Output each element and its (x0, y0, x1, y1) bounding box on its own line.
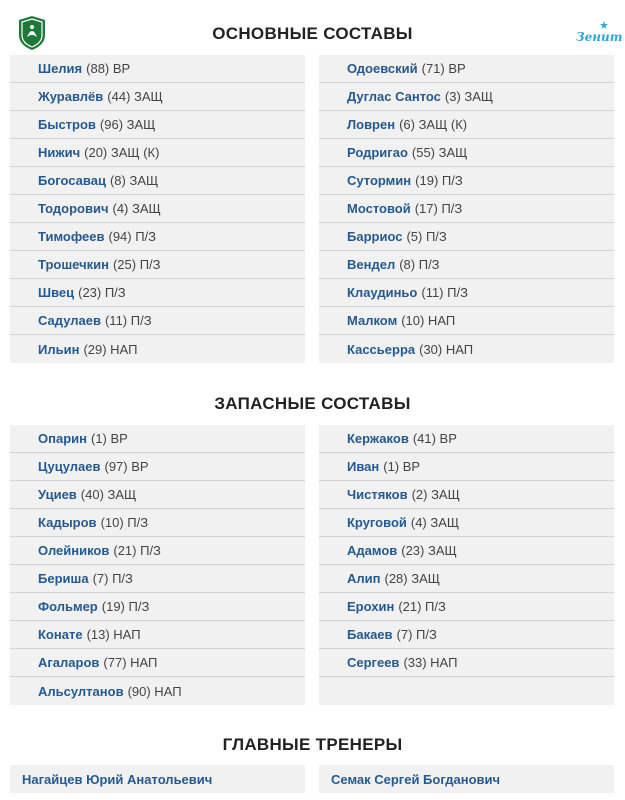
player-number-position: (94) П/З (108, 229, 157, 244)
player-name[interactable]: Клаудиньо (347, 285, 418, 300)
player-number-position: (10) П/З (100, 515, 149, 530)
player-row (10, 139, 305, 167)
player-name[interactable]: Уциев (38, 487, 77, 502)
player-row (10, 537, 305, 565)
starting-away-list (319, 55, 614, 363)
player-row (319, 425, 614, 453)
player-name[interactable]: Сергеев (347, 655, 400, 670)
player-row (10, 649, 305, 677)
player-row (10, 481, 305, 509)
player-row (10, 251, 305, 279)
player-name[interactable]: Олейников (38, 543, 110, 558)
coach-away: Семак Сергей Богданович (319, 765, 614, 793)
player-row (10, 453, 305, 481)
player-row (319, 279, 614, 307)
player-row (10, 195, 305, 223)
player-name[interactable]: Кассьерра (347, 341, 416, 357)
player-number-position: (4) ЗАЩ (112, 201, 161, 216)
player-number-position: (10) НАП (401, 313, 456, 328)
player-name[interactable]: Опарин (38, 431, 87, 446)
player-row (10, 621, 305, 649)
player-row (10, 425, 305, 453)
player-name[interactable]: Алип (347, 571, 381, 586)
player-number-position: (1) ВР (383, 459, 421, 474)
player-row (319, 223, 614, 251)
player-row (10, 307, 305, 335)
player-row (319, 565, 614, 593)
player-number-position: (7) П/З (92, 571, 133, 586)
player-name[interactable]: Шелия (38, 61, 83, 76)
player-row (319, 335, 614, 363)
player-number-position: (28) ЗАЩ (384, 571, 440, 586)
player-name[interactable]: Ильин (38, 341, 80, 357)
player-number-position: (77) НАП (103, 655, 158, 670)
player-name[interactable]: Цуцулаев (38, 459, 101, 474)
player-row (10, 565, 305, 593)
player-row (10, 677, 305, 705)
player-row (10, 509, 305, 537)
player-number-position: (29) НАП (83, 341, 138, 357)
player-name[interactable]: Конате (38, 627, 83, 642)
player-name[interactable]: Ловрен (347, 117, 396, 132)
player-row (319, 195, 614, 223)
player-row (319, 55, 614, 83)
player-row (319, 509, 614, 537)
player-row (319, 537, 614, 565)
player-row (319, 307, 614, 335)
player-number-position: (21) П/З (398, 599, 446, 614)
player-number-position: (19) П/З (101, 599, 150, 614)
player-number-position: (44) ЗАЩ (107, 89, 163, 104)
player-name[interactable]: Быстров (38, 117, 96, 132)
player-row (10, 335, 305, 363)
player-number-position: (33) НАП (403, 655, 458, 670)
player-row (319, 621, 614, 649)
player-row (10, 167, 305, 195)
coach-home: Нагайцев Юрий Анатольевич (10, 765, 305, 793)
player-row (319, 83, 614, 111)
player-row (10, 55, 305, 83)
section-title-coaches: ГЛАВНЫЕ ТРЕНЕРЫ (222, 735, 403, 754)
player-row (319, 453, 614, 481)
player-name[interactable]: Малком (347, 313, 398, 328)
player-row (10, 83, 305, 111)
player-name[interactable]: Садулаев (38, 313, 101, 328)
player-name[interactable]: Ерохин (347, 599, 395, 614)
player-row (319, 481, 614, 509)
player-name[interactable]: Трошечкин (38, 257, 109, 272)
player-name[interactable]: Кержаков (347, 431, 409, 446)
player-name[interactable]: Альсултанов (38, 683, 124, 699)
section-title-starting: ОСНОВНЫЕ СОСТАВЫ (212, 24, 413, 43)
subs-away-list (319, 425, 614, 705)
player-number-position: (8) ЗАЩ (109, 173, 159, 188)
player-number-position: (96) ЗАЩ (99, 117, 156, 132)
player-name[interactable]: Мостовой (347, 201, 411, 216)
player-name[interactable]: Дуглас Сантос (347, 89, 441, 104)
player-number-position: (13) НАП (86, 627, 141, 642)
player-name[interactable]: Адамов (347, 543, 398, 558)
player-row (10, 279, 305, 307)
player-number-position: (55) ЗАЩ (411, 145, 468, 160)
player-number-position: (7) П/З (396, 627, 437, 642)
player-row (319, 167, 614, 195)
player-name[interactable]: Швец (38, 285, 75, 300)
player-row (319, 139, 614, 167)
player-name[interactable]: Тодорович (38, 201, 109, 216)
player-name[interactable]: Чистяков (347, 487, 408, 502)
player-name[interactable]: Родригао (347, 145, 408, 160)
player-row (10, 223, 305, 251)
player-name[interactable]: Богосавац (38, 173, 106, 188)
player-number-position: (90) НАП (127, 683, 182, 699)
svg-text:Зенит: Зенит (576, 30, 623, 44)
section-title-subs: ЗАПАСНЫЕ СОСТАВЫ (214, 394, 411, 413)
player-name[interactable]: Тимофеев (38, 229, 105, 244)
player-number-position: (6) ЗАЩ (К) (399, 117, 468, 132)
player-number-position: (30) НАП (419, 341, 474, 357)
player-name[interactable]: Иван (347, 459, 380, 474)
player-number-position: (8) П/З (399, 257, 440, 272)
player-number-position: (97) ВР (104, 459, 149, 474)
player-name[interactable]: Нижич (38, 145, 81, 160)
player-number-position: (71) ВР (421, 61, 466, 76)
player-name[interactable]: Бакаев (347, 627, 393, 642)
player-number-position: (11) П/З (104, 313, 152, 328)
player-number-position: (40) ЗАЩ (80, 487, 137, 502)
player-number-position: (23) ЗАЩ (401, 543, 457, 558)
player-name[interactable]: Вендел (347, 257, 396, 272)
player-number-position: (23) П/З (78, 285, 126, 300)
subs-home-list (10, 425, 305, 705)
player-name[interactable]: Агаларов (38, 655, 100, 670)
player-number-position: (17) П/З (414, 201, 463, 216)
player-number-position: (21) П/З (113, 543, 161, 558)
empty-row (319, 677, 614, 705)
player-number-position: (19) П/З (415, 173, 463, 188)
player-name[interactable]: Журавлёв (38, 89, 104, 104)
player-row (10, 593, 305, 621)
player-name[interactable]: Фольмер (38, 599, 98, 614)
starting-home-list (10, 55, 305, 363)
player-number-position: (20) ЗАЩ (К) (84, 145, 160, 160)
player-name[interactable]: Кадыров (38, 515, 97, 530)
player-row (319, 111, 614, 139)
player-number-position: (4) ЗАЩ (410, 515, 460, 530)
player-row (319, 649, 614, 677)
player-name[interactable]: Барриос (347, 229, 403, 244)
player-number-position: (2) ЗАЩ (411, 487, 460, 502)
player-name[interactable]: Бериша (38, 571, 89, 586)
player-row (319, 593, 614, 621)
player-name[interactable]: Одоевский (347, 61, 418, 76)
player-row (10, 111, 305, 139)
player-name[interactable]: Сутормин (347, 173, 412, 188)
player-row (319, 251, 614, 279)
player-number-position: (11) П/З (421, 285, 468, 300)
player-number-position: (3) ЗАЩ (444, 89, 494, 104)
player-number-position: (41) ВР (412, 431, 457, 446)
player-number-position: (5) П/З (406, 229, 447, 244)
player-number-position: (25) П/З (112, 257, 161, 272)
player-number-position: (88) ВР (86, 61, 131, 76)
player-name[interactable]: Круговой (347, 515, 407, 530)
player-number-position: (1) ВР (90, 431, 128, 446)
